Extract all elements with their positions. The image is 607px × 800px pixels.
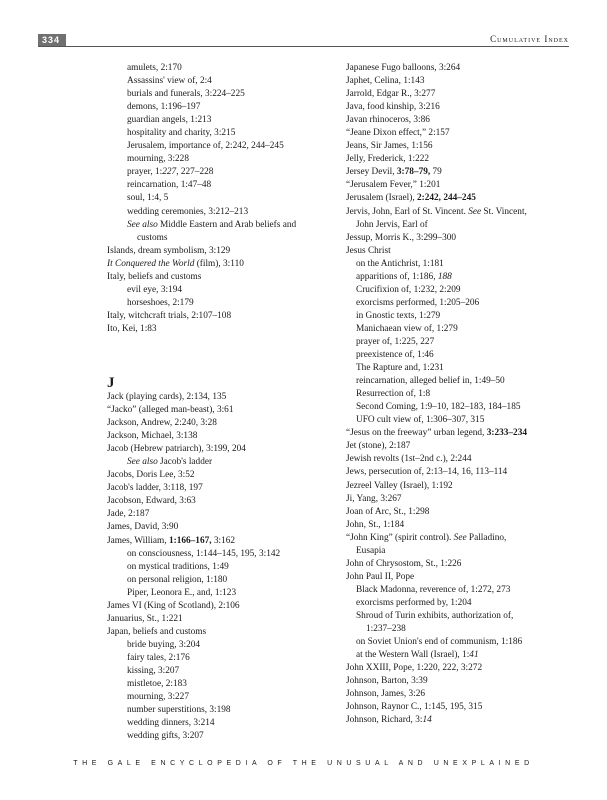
index-entry: Jelly, Frederick, 1:222	[346, 154, 430, 165]
index-entry: Jeans, Sir James, 1:156	[346, 141, 433, 152]
index-entry	[346, 427, 576, 440]
index-subentry: on Soviet Union's end of communism, 1:186	[356, 637, 523, 648]
index-entry: Jacob (Hebrew patriarch), 3:199, 204	[107, 444, 246, 455]
index-subentry: number superstitions, 3:198	[127, 705, 231, 716]
entry-text: Johnson, Richard, 3:	[346, 715, 423, 726]
index-entry: Jack (playing cards), 2:134, 135	[107, 391, 227, 402]
index-entry: Jet (stone), 2:187	[346, 441, 411, 452]
index-entry	[346, 532, 576, 545]
entry-text: , 227–228	[176, 167, 214, 178]
index-subentry: horseshoes, 2:179	[127, 297, 194, 308]
entry-text: “Jesus on the freeway” urban legend,	[346, 428, 487, 439]
index-entry: Italy, beliefs and customs	[107, 271, 202, 282]
index-entry: Jade, 2:187	[107, 509, 150, 520]
index-subentry: wedding gifts, 3:207	[127, 731, 204, 742]
index-subentry-continuation: 1:237–238	[366, 624, 406, 635]
index-entry: “Jeane Dixon effect,” 2:157	[346, 128, 450, 139]
index-entry	[346, 206, 576, 219]
index-entry: Jarrold, Edgar R., 3:277	[346, 89, 436, 100]
index-entry: Jessup, Morris K., 3:299–300	[346, 232, 457, 243]
index-subentry: mourning, 3:228	[127, 154, 189, 165]
index-subentry: Manichaean view of, 1:279	[356, 323, 458, 334]
index-entry: Jezreel Valley (Israel), 1:192	[346, 480, 453, 491]
index-subentry: Crucifixion of, 1:232, 2:209	[356, 284, 461, 295]
illustration-page-ref: 227	[162, 167, 177, 178]
section-letter-heading: J	[107, 374, 115, 391]
index-subentry: on personal religion, 1:180	[127, 574, 228, 585]
illustration-page-ref: 14	[422, 715, 432, 726]
index-subentry: evil eye, 3:194	[127, 284, 182, 295]
index-subentry: on the Antichrist, 1:181	[356, 258, 444, 269]
index-subentry: Shroud of Turin exhibits, authorization of,	[356, 610, 514, 621]
entry-text: James, William,	[107, 535, 169, 546]
index-subentry: wedding dinners, 3:214	[127, 718, 215, 729]
entry-text: Jerusalem (Israel),	[346, 193, 417, 204]
index-entry: Jews, persecution of, 2:13–14, 16, 113–114	[346, 467, 508, 478]
see-also-label: See also	[127, 457, 158, 468]
index-subentry: mourning, 3:227	[127, 692, 189, 703]
index-entry: Johnson, James, 3:26	[346, 689, 426, 700]
entry-text: prayer, 1:	[127, 167, 163, 178]
index-subentry: Resurrection of, 1:8	[356, 389, 431, 400]
index-entry: James, David, 3:90	[107, 522, 179, 533]
index-entry-continuation: John Jervis, Earl of	[356, 219, 428, 230]
index-subentry: Piper, Leonora E., and, 1:123	[127, 587, 237, 598]
header-rule	[38, 46, 569, 47]
index-subentry: kissing, 3:207	[127, 665, 180, 676]
index-entry: Jesus Christ	[346, 245, 391, 256]
index-entry: Ji, Yang, 3:267	[346, 493, 402, 504]
index-subentry: burials and funerals, 3:224–225	[127, 89, 245, 100]
index-entry: Japhet, Celina, 1:143	[346, 76, 425, 87]
index-entry: “Jerusalem Fever,” 1:201	[346, 180, 441, 191]
index-subentry: Black Madonna, reverence of, 1:272, 273	[356, 584, 511, 595]
entry-text: (film), 3:110	[194, 258, 244, 269]
entry-text: 3:162	[211, 535, 236, 546]
entry-text: “John King” (spirit control).	[346, 532, 454, 543]
main-entry-page-ref: 2:242, 244–245	[416, 193, 476, 204]
index-subentry: hospitality and charity, 3:215	[127, 128, 236, 139]
index-subentry: guardian angels, 1:213	[127, 115, 212, 126]
index-entry: Java, food kinship, 3:216	[346, 102, 440, 113]
index-entry: Japan, beliefs and customs	[107, 626, 207, 637]
index-entry: Jacobson, Edward, 3:63	[107, 496, 196, 507]
see-label: See	[453, 532, 467, 543]
running-header-title: Cumulative Index	[490, 34, 569, 44]
illustration-page-ref: 41	[469, 650, 479, 661]
index-cross-reference	[107, 219, 337, 232]
index-cross-reference-continuation: customs	[137, 232, 168, 243]
index-entry	[107, 535, 337, 548]
index-subentry: preexistence of, 1:46	[356, 350, 434, 361]
index-entry: Javan rhinoceros, 3:86	[346, 115, 430, 126]
index-entry	[346, 192, 576, 205]
index-subentry: Assassins' view of, 2:4	[127, 76, 212, 87]
index-entry	[107, 258, 337, 271]
index-entry	[346, 714, 576, 727]
main-entry-page-ref: 3:78–79,	[396, 167, 431, 178]
index-entry: Islands, dream symbolism, 3:129	[107, 245, 231, 256]
index-entry-continuation: Eusapia	[356, 545, 386, 556]
page-number: 334	[38, 34, 66, 46]
index-entry: Jackson, Michael, 3:138	[107, 431, 198, 442]
index-subentry: bride buying, 3:204	[127, 639, 201, 650]
index-subentry: fairy tales, 2:176	[127, 652, 190, 663]
index-entry: Johnson, Raynor C., 1:145, 195, 315	[346, 702, 483, 713]
entry-text: at the Western Wall (Israel), 1:	[356, 650, 470, 661]
see-also-label: See also	[127, 219, 158, 230]
index-entry: Italy, witchcraft trials, 2:107–108	[107, 310, 232, 321]
main-entry-page-ref: 3:233–234	[486, 428, 527, 439]
index-entry: Jacob's ladder, 3:118, 197	[107, 483, 203, 494]
index-subentry	[346, 271, 576, 284]
index-subentry: wedding ceremonies, 3:212–213	[127, 206, 249, 217]
entry-text: Palladino,	[466, 532, 507, 543]
entry-text: St. Vincent,	[481, 206, 527, 217]
index-entry: Joan of Arc, St., 1:298	[346, 506, 430, 517]
entry-text: Jersey Devil,	[346, 167, 397, 178]
index-subentry: reincarnation, alleged belief in, 1:49–50	[356, 376, 505, 387]
index-entry	[346, 166, 576, 179]
see-label: See	[468, 206, 482, 217]
index-column-left	[107, 62, 337, 743]
entry-text: Jervis, John, Earl of St. Vincent.	[346, 206, 469, 217]
index-entry: John Paul II, Pope	[346, 571, 415, 582]
index-entry: John XXIII, Pope, 1:220, 222, 3:272	[346, 663, 483, 674]
index-entry: “Jacko” (alleged man-beast), 3:61	[107, 405, 234, 416]
index-subentry: reincarnation, 1:47–48	[127, 180, 212, 191]
index-subentry: in Gnostic texts, 1:279	[356, 310, 441, 321]
index-subentry: on mystical traditions, 1:49	[127, 561, 229, 572]
entry-text: 79	[430, 167, 442, 178]
index-entry: John, St., 1:184	[346, 519, 405, 530]
entry-text: apparitions of, 1:186,	[356, 271, 438, 282]
illustration-page-ref: 188	[437, 271, 452, 282]
index-entry: James VI (King of Scotland), 2:106	[107, 600, 240, 611]
index-subentry: exorcisms performed by, 1:204	[356, 597, 472, 608]
index-subentry: exorcisms performed, 1:205–206	[356, 297, 480, 308]
index-entry: Japanese Fugo balloons, 3:264	[346, 63, 461, 73]
main-entry-page-ref: 1:166–167,	[168, 535, 212, 546]
index-entry: Jackson, Andrew, 2:240, 3:28	[107, 418, 217, 429]
index-column-right	[346, 62, 576, 727]
film-title: It Conquered the World	[107, 258, 195, 269]
index-subentry	[346, 649, 576, 662]
index-subentry: UFO cult view of, 1:306–307, 315	[356, 415, 485, 426]
entry-text: Jacob's ladder	[157, 457, 213, 468]
index-subentry: Second Coming, 1:9–10, 182–183, 184–185	[356, 402, 521, 413]
index-entry: John of Chrysostom, St., 1:226	[346, 558, 462, 569]
index-subentry: prayer of, 1:225, 227	[356, 336, 435, 347]
index-subentry: on consciousness, 1:144–145, 195, 3:142	[127, 548, 281, 559]
index-subentry	[107, 166, 337, 179]
index-cross-reference	[107, 456, 337, 469]
index-subentry: amulets, 2:170	[127, 63, 182, 73]
index-entry: Johnson, Barton, 3:39	[346, 676, 428, 687]
index-subentry: Jerusalem, importance of, 2:242, 244–245	[127, 141, 284, 152]
index-subentry: mistletoe, 2:183	[127, 679, 187, 690]
index-entry: Jacobs, Doris Lee, 3:52	[107, 470, 195, 481]
index-entry: Jewish revolts (1st–2nd c.), 2:244	[346, 454, 472, 465]
running-footer: THE GALE ENCYCLOPEDIA OF THE UNUSUAL AND UNEXPLAINED	[73, 760, 534, 767]
index-subentry: soul, 1:4, 5	[127, 193, 169, 204]
index-entry: Januarius, St., 1:221	[107, 613, 183, 624]
index-entry: Ito, Kei, 1:83	[107, 323, 157, 334]
index-subentry: demons, 1:196–197	[127, 102, 201, 113]
section-gap	[107, 336, 337, 375]
index-subentry: The Rapture and, 1:231	[356, 363, 444, 374]
entry-text: Middle Eastern and Arab beliefs and	[157, 219, 297, 230]
